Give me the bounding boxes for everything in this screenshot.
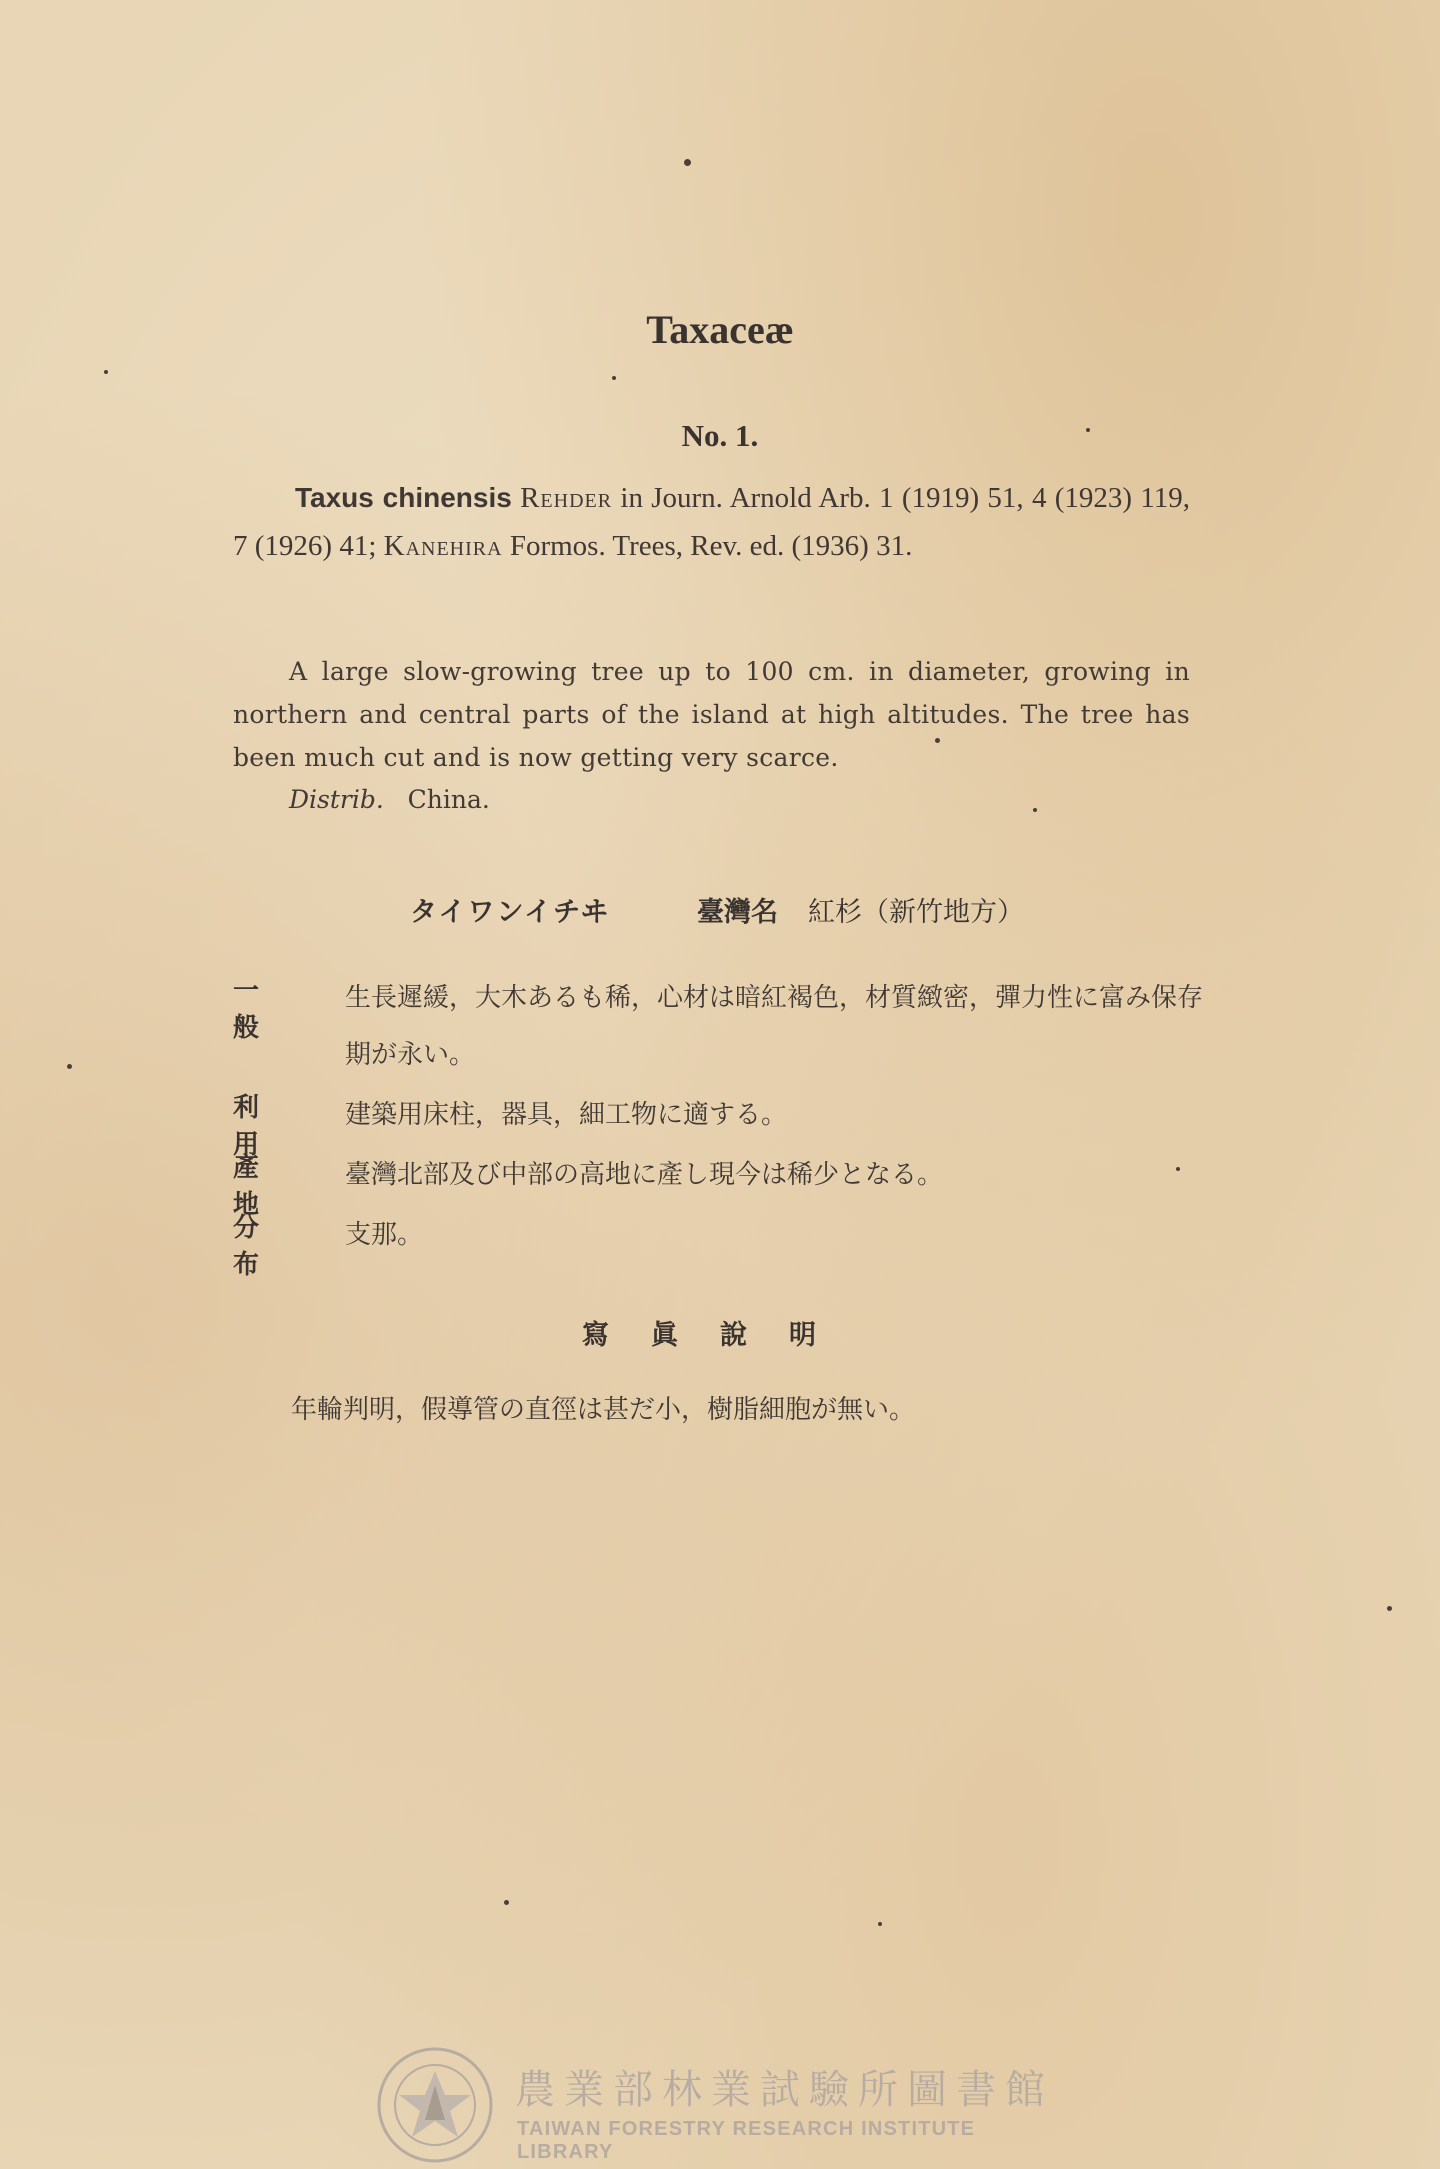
- photo-explanation-heading: 寫眞說明: [582, 1320, 858, 1351]
- species-name: Taxus chinensis: [295, 482, 512, 513]
- species-number: No. 1.: [681, 418, 759, 453]
- japanese-notes: [233, 970, 1204, 1280]
- taiwan-name: 紅杉（新竹地方）: [808, 897, 1024, 928]
- note-label: 一般: [233, 976, 280, 1043]
- taiwan-name-label: 臺灣名: [697, 897, 778, 928]
- paper-speck: [104, 370, 108, 374]
- note-label: 分布: [233, 1213, 280, 1280]
- paper-speck: [1086, 428, 1090, 432]
- citation-reference: Formos. Trees, Rev. ed. (1936) 31.: [502, 530, 913, 562]
- japanese-heading: [0, 890, 1440, 934]
- english-description: [233, 650, 1190, 779]
- paper-speck: [1387, 1606, 1392, 1611]
- distribution-value: China.: [407, 785, 490, 814]
- note-row-locality: [233, 1147, 1203, 1220]
- family-title: Taxaceæ: [646, 307, 794, 352]
- paper-speck: [878, 1922, 882, 1926]
- note-row-use: [233, 1087, 1203, 1160]
- note-row-distribution: [233, 1207, 1203, 1280]
- note-label: 產地: [233, 1153, 280, 1220]
- library-seal-icon: [375, 2045, 495, 2165]
- citation-author: Rehder: [520, 482, 613, 514]
- note-label: 利用: [233, 1093, 280, 1160]
- library-stamp: [375, 2040, 1075, 2163]
- citation-reference: in Journ. Arnold Arb. 1 (1919) 51, 4 (1923) 119, 7 (1926) 41;: [233, 482, 1190, 562]
- paper-speck: [67, 1064, 72, 1069]
- paper-speck: [684, 159, 691, 166]
- species-citation: [233, 474, 1190, 570]
- distribution-line: [289, 785, 490, 814]
- library-name-english: TAIWAN FORESTRY RESEARCH INSTITUTE LIBRARY: [517, 2118, 976, 2163]
- paper-speck: [1176, 1167, 1180, 1171]
- paper-speck: [504, 1900, 509, 1905]
- paper-speck: [612, 376, 616, 380]
- description-text: A large slow-growing tree up to 100 cm. in diameter, growing in northern and central parts of the island at high altitudes. The tree has been much cut and is now getting very scarce.: [233, 657, 1190, 772]
- citation-author: Kanehira: [383, 530, 503, 562]
- distribution-label: Distrib.: [289, 785, 384, 814]
- note-text: 建築用床柱，器具，細工物に適する。: [345, 1100, 788, 1130]
- note-text: 支那。: [345, 1220, 424, 1250]
- note-text: 臺灣北部及び中部の高地に產し現今は稀少となる。: [345, 1160, 944, 1190]
- paper-speck: [1033, 808, 1037, 812]
- photo-explanation-text: 年輪判明，假導管の直徑は甚だ小，樹脂細胞が無い。: [291, 1395, 916, 1425]
- paper-speck: [935, 738, 940, 743]
- note-row-general: [233, 970, 1203, 1087]
- library-name-chinese: 農業部林業試驗所圖書館: [515, 2067, 1054, 2113]
- note-text: 生長遲緩，大木あるも稀，心材は暗紅褐色，材質緻密，彈力性に富み保存期が永い。: [345, 983, 1204, 1070]
- japanese-common-name: タイワンイチヰ: [410, 897, 611, 928]
